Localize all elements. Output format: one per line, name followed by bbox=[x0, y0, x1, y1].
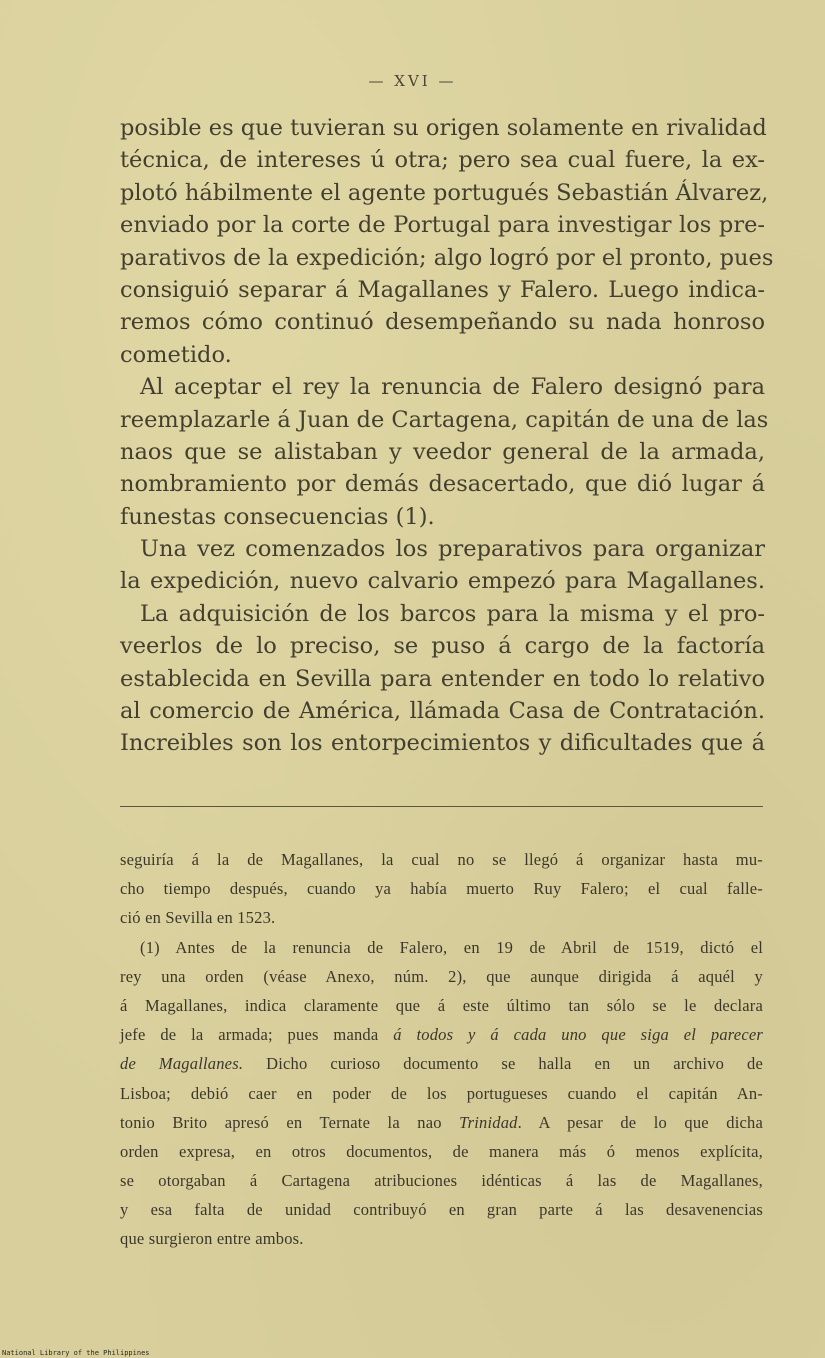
main-text bbox=[120, 112, 774, 760]
text-line: cometido. bbox=[120, 341, 232, 368]
text-line: naos que se alistaban y veedor general de la armada, bbox=[120, 438, 765, 465]
footnote-line: Lisboa; debió caer en poder de los portugueses cuando el capitán An- bbox=[120, 1083, 763, 1103]
footnote-line: que surgieron entre ambos. bbox=[120, 1229, 304, 1249]
text-line: establecida en Sevilla para entender en todo lo relativo bbox=[120, 665, 765, 692]
footnote-line: orden expresa, en otros documentos, de manera más ó menos explícita, bbox=[120, 1141, 763, 1161]
footnote-line bbox=[120, 1020, 763, 1049]
text-line: plotó hábilmente el agente portugués Sebastián Álvarez, bbox=[120, 179, 769, 206]
footnote-line: ció en Sevilla en 1523. bbox=[120, 908, 276, 928]
text-line: La adquisición de los barcos para la misma y el pro- bbox=[140, 600, 765, 627]
footnote-text: tonio Brito apresó en Ternate la nao bbox=[120, 1112, 460, 1132]
footnote-line bbox=[120, 1049, 763, 1078]
text-line: funestas consecuencias (1). bbox=[120, 503, 435, 530]
ship-name: Trinidad bbox=[459, 1112, 518, 1132]
text-line: consiguió separar á Magallanes y Falero. Luego indica- bbox=[120, 276, 765, 303]
text-line: parativos de la expedición; algo logró por el pronto, pues bbox=[120, 244, 774, 271]
text-line: al comercio de América, llámada Casa de Contratación. bbox=[120, 698, 765, 725]
footnote-line: rey una orden (véase Anexo, núm. 2), que aunque dirigida á aquél y bbox=[120, 966, 763, 986]
text-line: enviado por la corte de Portugal para investigar los pre- bbox=[120, 212, 765, 239]
page-number: — XVI — bbox=[368, 72, 457, 90]
footnote-text: . A pesar de lo que dicha bbox=[517, 1112, 763, 1132]
footnote-line: seguiría á la de Magallanes, la cual no se llegó á organizar hasta mu- bbox=[120, 850, 763, 869]
text-line: veerlos de lo preciso, se puso á cargo de la factoría bbox=[120, 633, 765, 660]
footnote-line: (1) Antes de la renuncia de Falero, en 19 de Abril de 1519, dictó el bbox=[140, 937, 763, 957]
footnote-line: y esa falta de unidad contribuyó en gran parte á las desavenencias bbox=[120, 1200, 763, 1220]
footnotes bbox=[120, 845, 763, 1254]
footnote-line: á Magallanes, indica claramente que á este último tan sólo se le declara bbox=[120, 995, 763, 1015]
footnote-text: Dicho curioso documento se halla en un archivo de bbox=[243, 1054, 763, 1074]
text-line: técnica, de intereses ú otra; pero sea cual fuere, la ex- bbox=[120, 147, 765, 174]
footnote-divider bbox=[120, 806, 763, 807]
text-line: Una vez comenzados los preparativos para organizar bbox=[140, 536, 765, 563]
library-credit: National Library of the Philippines bbox=[2, 1349, 150, 1357]
text-line: remos cómo continuó desempeñando su nada honroso bbox=[120, 309, 765, 336]
text-line: nombramiento por demás desacertado, que dió lugar á bbox=[120, 471, 765, 498]
footnote-text: jefe de la armada; pues manda bbox=[120, 1025, 394, 1045]
footnote-line: cho tiempo después, cuando ya había muerto Ruy Falero; el cual falle- bbox=[120, 879, 763, 899]
text-line: posible es que tuvieran su origen solamente en rivalidad bbox=[120, 115, 767, 141]
footnote-quote: á todos y á cada uno que siga el parecer bbox=[393, 1025, 763, 1045]
text-line: Al aceptar el rey la renuncia de Falero designó para bbox=[140, 374, 765, 401]
text-line: la expedición, nuevo calvario empezó para Magallanes. bbox=[120, 568, 765, 595]
footnote-line bbox=[120, 1108, 763, 1137]
text-line: Increibles son los entorpecimientos y dificultades que á bbox=[120, 730, 765, 757]
footnote-quote: de Magallanes. bbox=[120, 1054, 244, 1074]
text-line: reemplazarle á Juan de Cartagena, capitán de una de las bbox=[120, 406, 769, 433]
footnote-line: se otorgaban á Cartagena atribuciones idénticas á las de Magallanes, bbox=[120, 1171, 763, 1191]
